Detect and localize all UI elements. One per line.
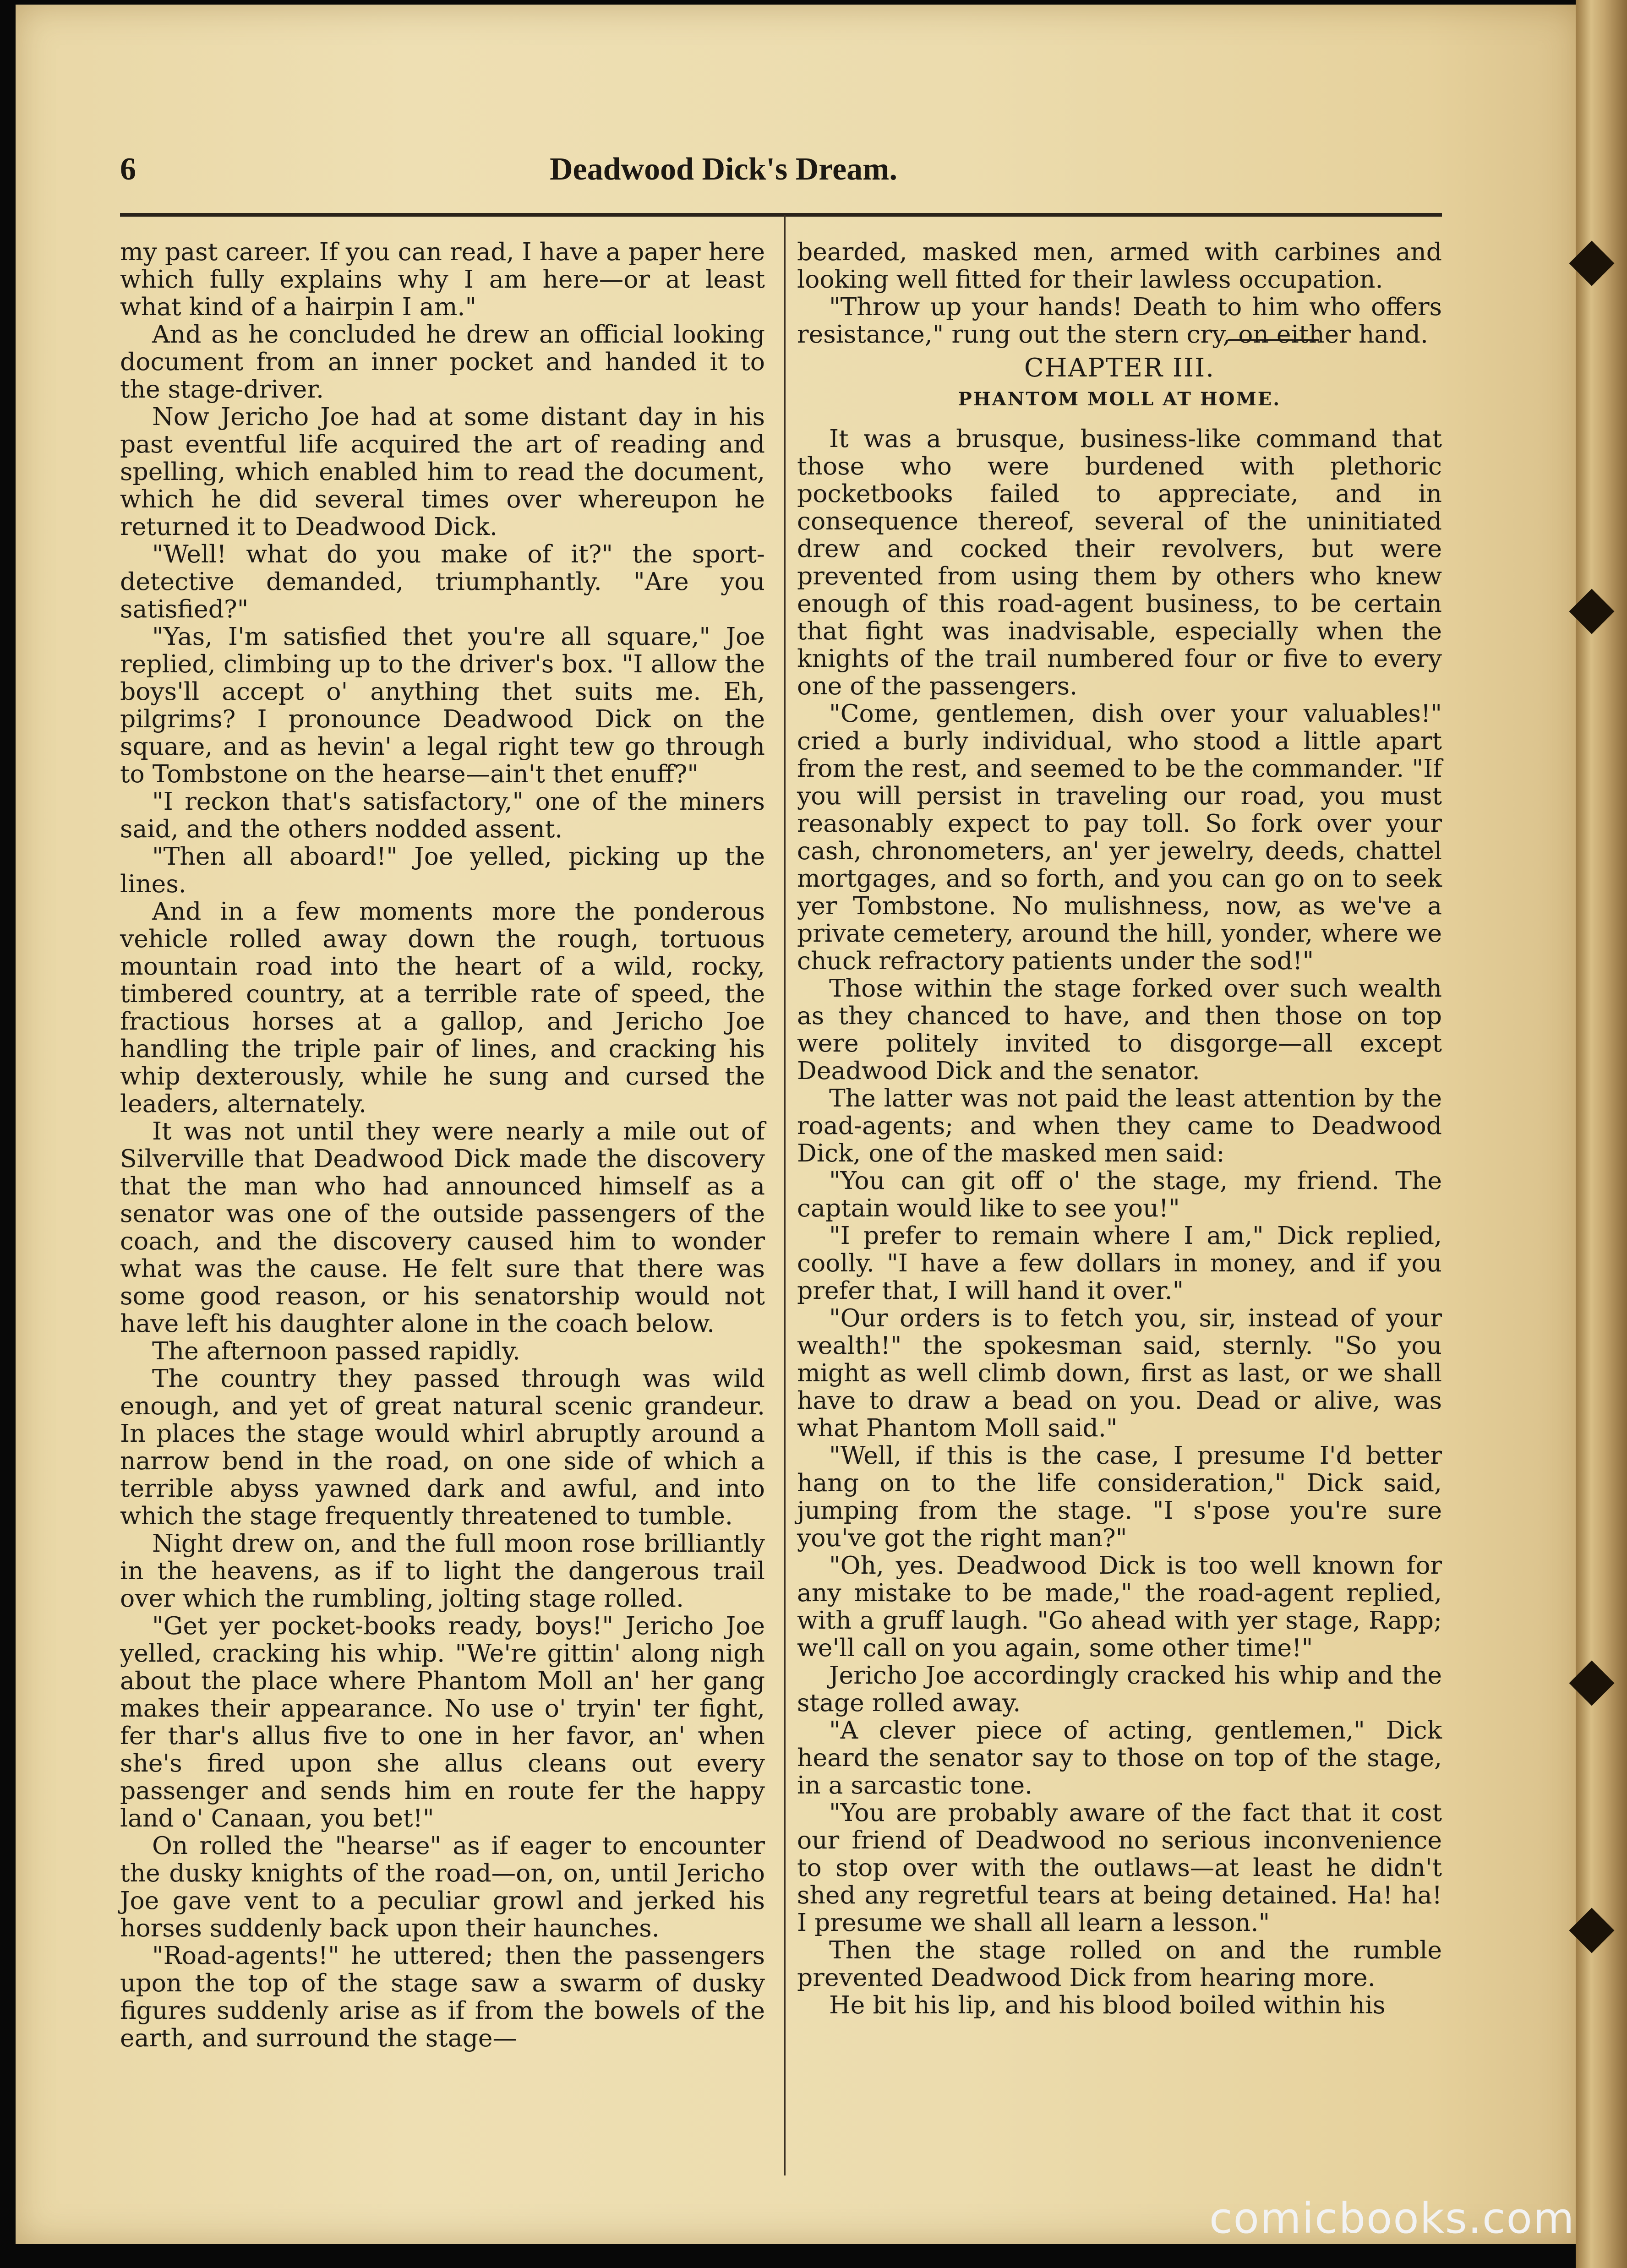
- paragraph: my past career. If you can read, I have a paper here which fully explains why I am here—or at least what kind of a hairpin I am.": [120, 237, 765, 321]
- page-number: 6: [120, 152, 136, 187]
- header-rule: [120, 213, 1442, 217]
- paragraph: The latter was not paid the least attention by the road-agents; and when they came to Deadwood Dick, one of the masked men said:: [797, 1084, 1442, 1167]
- paragraph: Now Jericho Joe had at some distant day in his past eventful life acquired the art of reading and spelling, which enabled him to read the document, which he did several times over whereupon he returned it to Deadwood Dick.: [120, 402, 765, 541]
- paragraph: The afternoon passed rapidly.: [152, 1336, 520, 1365]
- paragraph: bearded, masked men, armed with carbines and looking well fitted for their lawless occupation.: [797, 237, 1442, 294]
- column-divider: [784, 215, 786, 2175]
- paragraph: It was not until they were nearly a mile out of Silverville that Deadwood Dick made the discovery that the man who had announced himself as a senator was one of the outside passengers of the coach, and the discovery caused him to wonder what was the cause. He felt sure that there was some good reason, or his senatorship would not have left his daughter alone in the coach below.: [120, 1117, 765, 1338]
- paragraph: It was a brusque, business-like command that those who were burdened with plethoric pocketbooks failed to appreciate, and in consequence thereof, several of the uninitiated drew and cocked their revolvers, but were prevented from using them by others who knew enough of this road-agent business, to be certain that fight was inadvisable, especially when the knights of the trail numbered four or five to every one of the passengers.: [797, 424, 1442, 700]
- paragraph: "Then all aboard!" Joe yelled, picking up the lines.: [120, 842, 765, 898]
- paragraph: "Yas, I'm satisfied thet you're all square," Joe replied, climbing up to the driver's box. "I allow the boys'll accept o' anything thet suits me. Eh, pilgrims? I pronounce Deadwood Dick on the square, and as hevin' a legal right tew go through to Tombstone on the hearse—ain't thet enuff?": [120, 622, 765, 788]
- paragraph: Night drew on, and the full moon rose brilliantly in the heavens, as if to light the dangerous trail over which the rumbling, jolting stage rolled.: [120, 1529, 765, 1613]
- chapter-heading: CHAPTER III.: [1024, 353, 1215, 383]
- paragraph: "Our orders is to fetch you, sir, instead of your wealth!" the spokesman said, sternly. "So you might as well climb down, first as last, or we shall have to draw a bead on you. Dead or alive, was what Phantom Moll said.": [797, 1303, 1442, 1442]
- paragraph: "I reckon that's satisfactory," one of the miners said, and the others nodded assent.: [120, 787, 765, 843]
- watermark: comicbooks.com: [1209, 2194, 1575, 2243]
- chapter-subtitle: PHANTOM MOLL AT HOME.: [958, 388, 1281, 410]
- paragraph: And as he concluded he drew an official looking document from an inner pocket and handed it to the stage-driver.: [120, 320, 765, 403]
- left-column: [120, 238, 765, 2189]
- right-column: [797, 238, 1442, 2189]
- paragraph: "I prefer to remain where I am," Dick replied, coolly. "I have a few dollars in money, and if you prefer that, I will hand it over.": [797, 1221, 1442, 1305]
- paragraph: "Throw up your hands! Death to him who offers resistance," rung out the stern cry, on either hand.: [797, 292, 1442, 349]
- running-title: Deadwood Dick's Dream.: [550, 152, 897, 187]
- paragraph: "Well! what do you make of it?" the sport-detective demanded, triumphantly. "Are you satisfied?": [120, 540, 765, 623]
- paragraph: "Oh, yes. Deadwood Dick is too well known for any mistake to be made," the road-agent replied, with a gruff laugh. "Go ahead with yer stage, Rapp; we'll call on you again, some other time!": [797, 1551, 1442, 1662]
- paragraph: Then the stage rolled on and the rumble prevented Deadwood Dick from hearing more.: [797, 1935, 1442, 1992]
- paragraph: The country they passed through was wild enough, and yet of great natural scenic grandeur. In places the stage would whirl abruptly around a narrow bend in the road, on one side of which a terrible abyss yawned dark and awful, and into which the stage frequently threatened to tumble.: [120, 1364, 765, 1530]
- paragraph: "Come, gentlemen, dish over your valuables!" cried a burly individual, who stood a little apart from the rest, and seemed to be the commander. "If you will persist in traveling our road, you must reasonably expect to pay toll. So fork over your cash, chronometers, an' yer jewelry, deeds, chattel mortgages, and so forth, and you can go on to seek yer Tombstone. No mulishness, now, as we've a private cemetery, around the hill, yonder, where we chuck refractory patients under the sod!": [797, 699, 1442, 975]
- paragraph: And in a few moments more the ponderous vehicle rolled away down the rough, tortuous mountain road into the heart of a wild, rocky, timbered country, at a terrible rate of speed, the fractious horses at a gallop, and Jericho Joe handling the triple pair of lines, and cracking his whip dexterously, while he sung and cursed the leaders, alternately.: [120, 897, 765, 1118]
- paragraph: Jericho Joe accordingly cracked his whip and the stage rolled away.: [797, 1661, 1442, 1717]
- paragraph: "You can git off o' the stage, my friend. The captain would like to see you!": [797, 1166, 1442, 1222]
- paragraph: "You are probably aware of the fact that it cost our friend of Deadwood no serious inconvenience to stop over with the outlaws—at least he didn't shed any regretful tears at being detained. Ha! ha! I presume we shall all learn a lesson.": [797, 1798, 1442, 1937]
- paragraph: "A clever piece of acting, gentlemen," Dick heard the senator say to those on top of the stage, in a sarcastic tone.: [797, 1716, 1442, 1799]
- paragraph: He bit his lip, and his blood boiled within his: [829, 1990, 1386, 2019]
- paragraph: On rolled the "hearse" as if eager to encounter the dusky knights of the road—on, on, until Jericho Joe gave vent to a peculiar growl and jerked his horses suddenly back upon their haunches.: [120, 1831, 765, 1942]
- paragraph: Those within the stage forked over such wealth as they chanced to have, and then those on top were politely invited to disgorge—all except Deadwood Dick and the senator.: [797, 974, 1442, 1085]
- paragraph: "Road-agents!" he uttered; then the passengers upon the top of the stage saw a swarm of dusky figures suddenly arise as if from the bowels of the earth, and surround the stage—: [120, 1941, 765, 2052]
- paragraph: "Get yer pocket-books ready, boys!" Jericho Joe yelled, cracking his whip. "We're gittin' along nigh about the place where Phantom Moll an' her gang makes their appearance. No use o' tryin' ter fight, fer thar's allus five to one in her favor, an' when she's fired upon she allus cleans out every passenger and sends him en route fer the happy land o' Canaan, you bet!": [120, 1611, 765, 1832]
- paragraph: "Well, if this is the case, I presume I'd better hang on to the life consideration," Dick said, jumping from the stage. "I s'pose you're sure you've got the right man?": [797, 1441, 1442, 1552]
